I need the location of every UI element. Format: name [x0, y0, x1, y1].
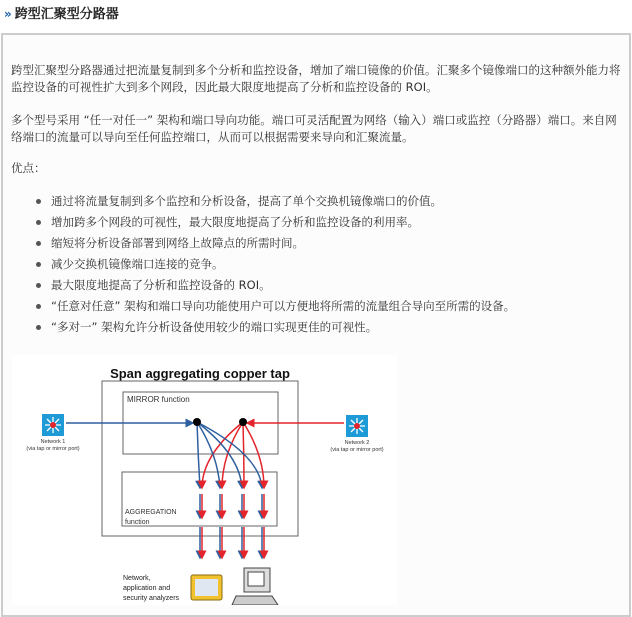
section-header [4, 3, 119, 22]
traffic-flows [66, 422, 344, 558]
mirror-red-branch [243, 422, 264, 488]
network2-switch-icon [346, 415, 368, 437]
list-item: 缩短将分析设备部署到网络上故障点的所需时间。 [34, 233, 515, 254]
section-title: 跨型汇聚型分路器 [14, 7, 119, 22]
list-item: 增加跨多个网段的可视性，最大限度地提高了分析和监控设备的利用率。 [34, 212, 515, 233]
aggregation-label-2: function [125, 519, 150, 526]
aggregation-label: AGGREGATION [125, 509, 177, 516]
list-item: 减少交换机镜像端口连接的竞争。 [34, 254, 515, 275]
list-item: 最大限度地提高了分析和监控设备的 ROI。 [34, 275, 515, 296]
list-item: “多对一” 架构允许分析设备使用较少的端口实现更佳的可视性。 [34, 317, 515, 338]
double-chevron-right-icon: » [4, 7, 12, 21]
intro-paragraph: 跨型汇聚型分路器通过把流量复制到多个分析和监控设备，增加了端口镜像的价值。汇聚多个镜像端口的这种额外能力将监控设备的可视性扩大到多个网段，因此最大限度地提高了分析和监控设备的 ROI。 [11, 63, 621, 94]
diagram-title: Span aggregating copper tap [110, 366, 290, 381]
advantages-list [34, 191, 515, 338]
network1-mirror-node [193, 418, 201, 426]
features-paragraph: 多个型号采用 “任一对任一” 架构和端口导向功能。端口可灵活配置为网络（输入）端口或监控（分路器）端口。来自网络端口的流量可以导向至任何监控端口，从而可以根据需要来导向和汇聚流量。 [11, 113, 617, 144]
analyzers-label-2: application and [123, 585, 171, 592]
list-item: 通过将流量复制到多个监控和分析设备，提高了单个交换机镜像端口的价值。 [34, 191, 515, 212]
analyzers-label: Network, [123, 575, 151, 582]
advantages-label: 优点： [11, 161, 46, 175]
network1-sublabel: (via tap or mirror port) [26, 446, 80, 452]
network2-mirror-node [239, 418, 247, 426]
network2-label: Network 2 [344, 440, 370, 446]
network1-label: Network 1 [40, 439, 66, 445]
network2-sublabel: (via tap or mirror port) [330, 447, 384, 453]
span-tap-diagram [12, 355, 397, 605]
list-item: “任意对任意” 架构和端口导向功能使用户可以方便地将所需的流量组合导向至所需的设备。 [34, 296, 515, 317]
mirror-blue-branch [197, 422, 200, 488]
analyzer-device-icon [191, 575, 222, 600]
computer-icon [232, 568, 278, 605]
analyzers-label-3: security analyzers [123, 595, 180, 602]
network1-switch-icon [42, 414, 64, 436]
mirror-label: MIRROR function [127, 395, 190, 404]
